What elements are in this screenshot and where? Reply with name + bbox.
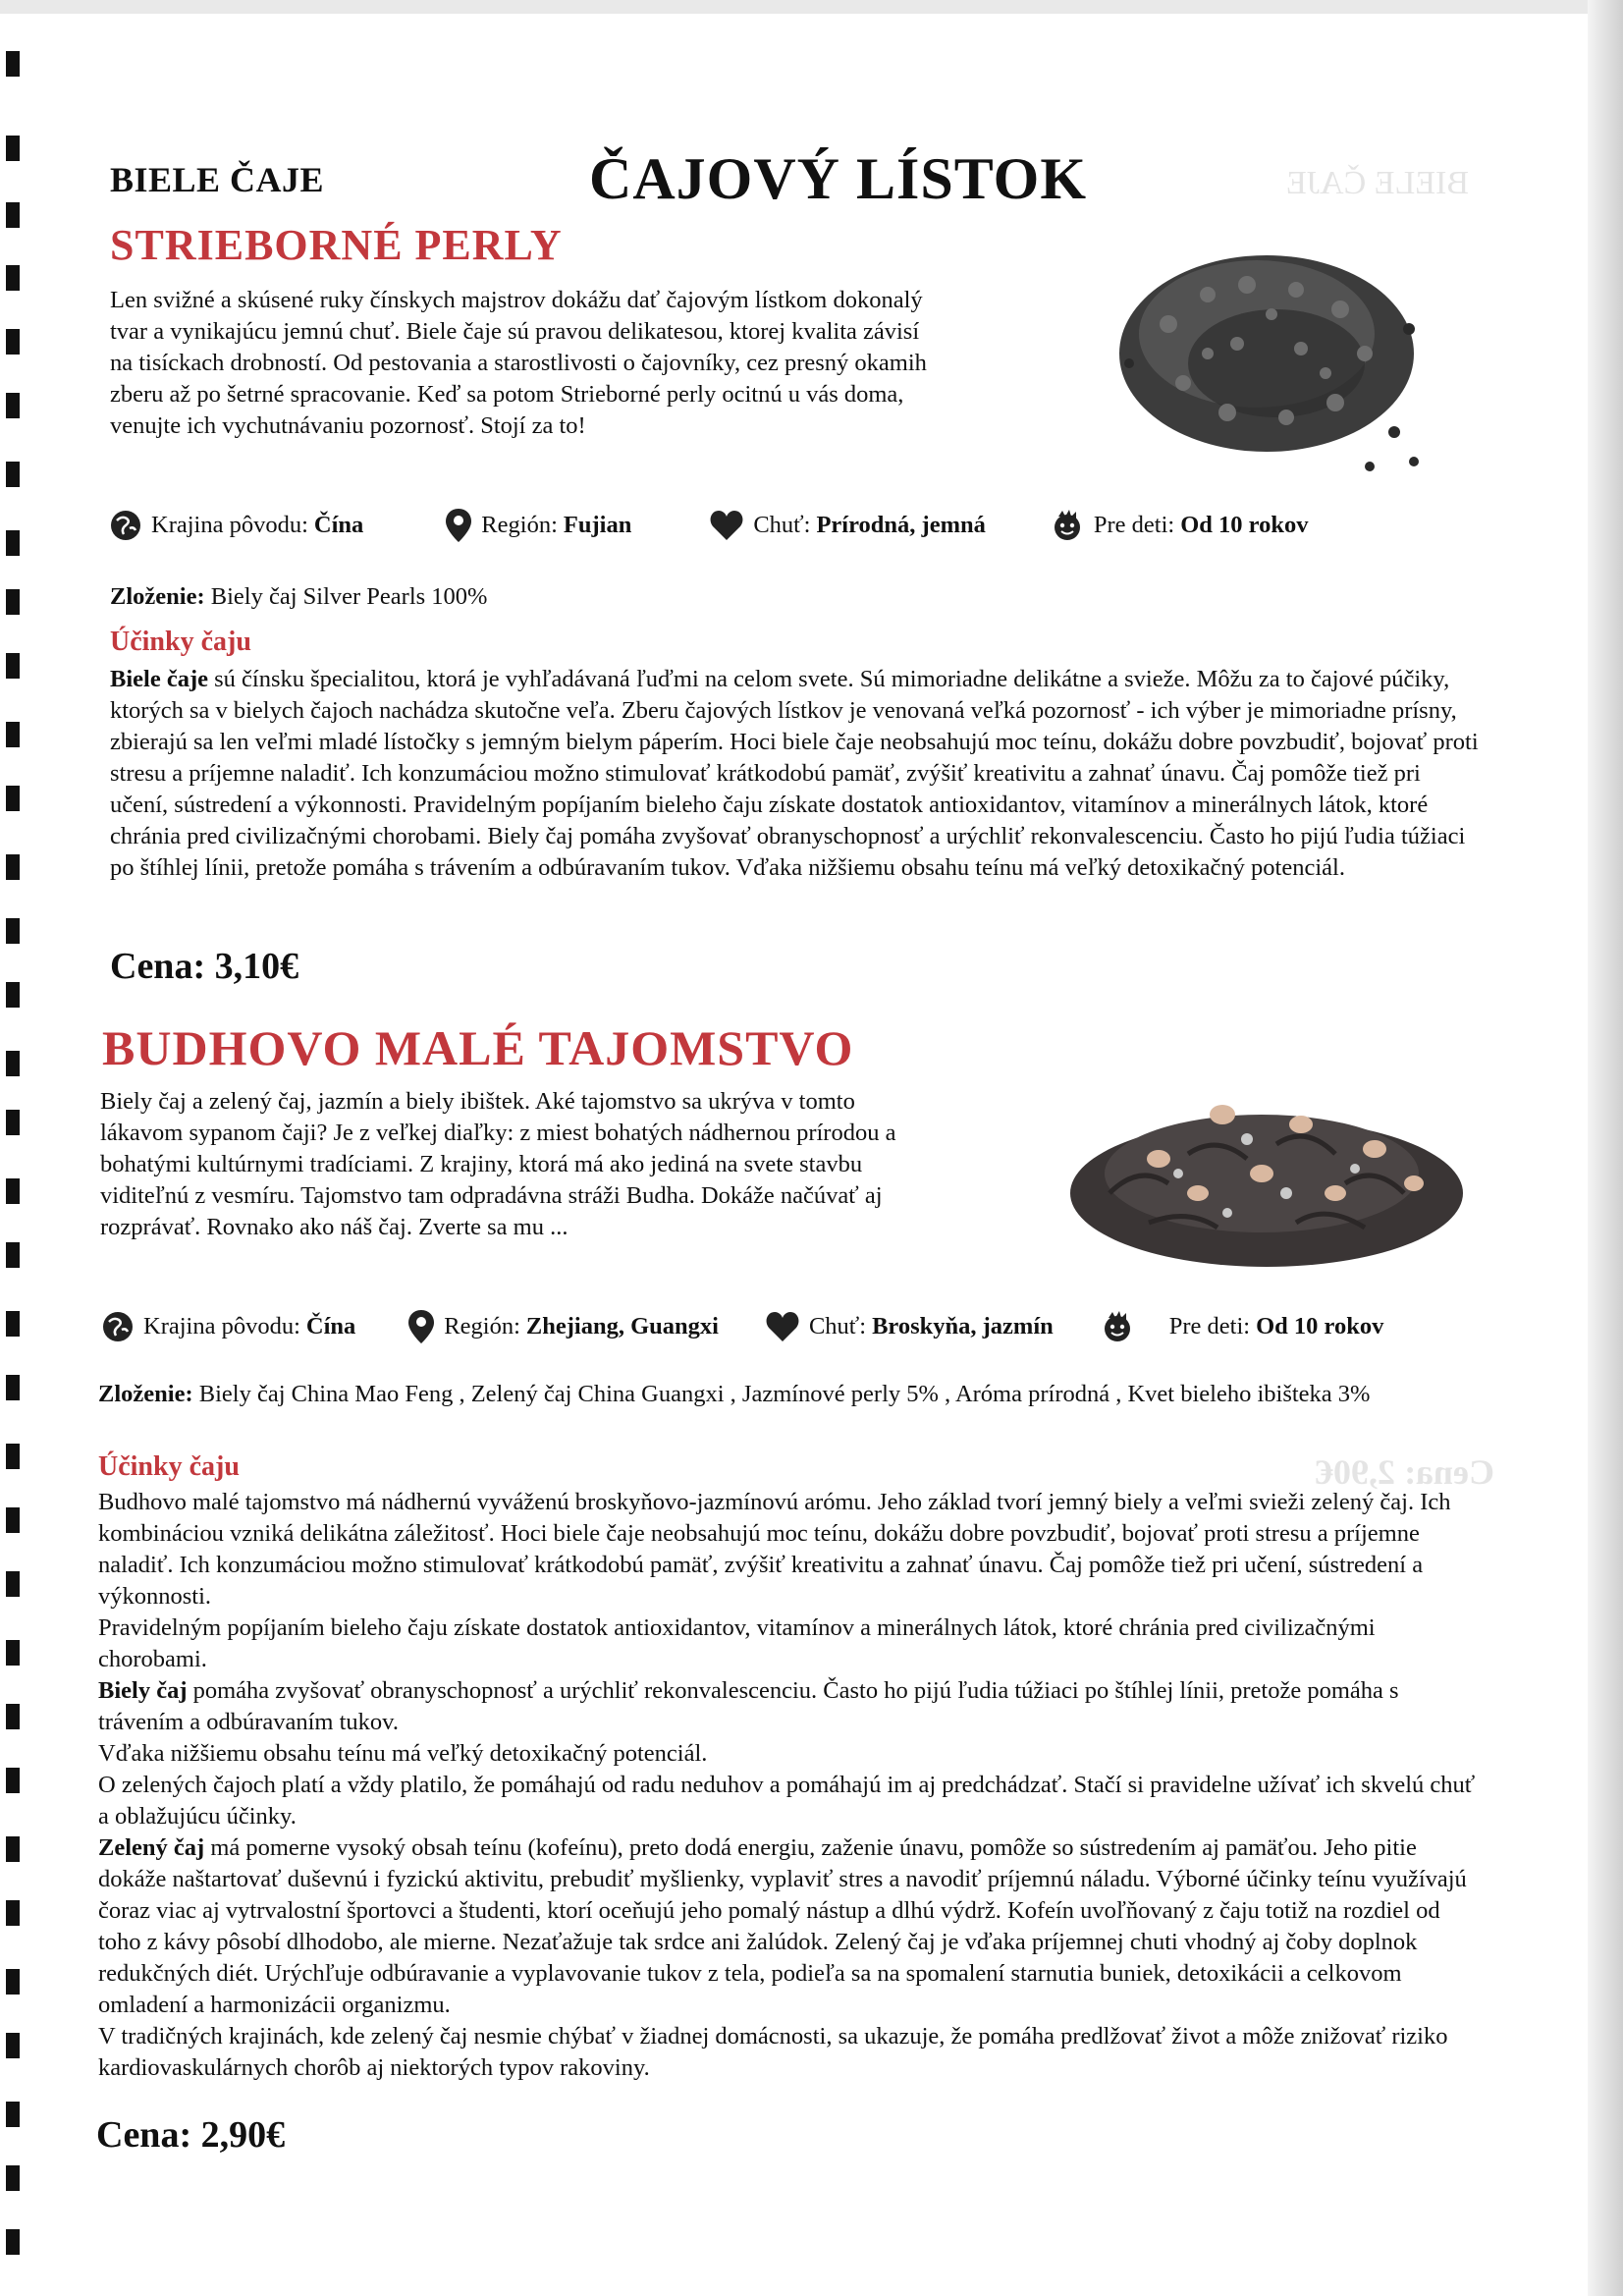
region-fact bbox=[446, 509, 631, 542]
taste-value: Prírodná, jemná bbox=[816, 512, 986, 538]
composition-value: Biely čaj China Mao Feng , Zelený čaj China Guangxi , Jazmínové perly 5% , Aróma prírodná , Kvet bieleho ibišteka 3% bbox=[198, 1381, 1371, 1407]
taste-fact bbox=[766, 1312, 1054, 1341]
child-face-icon bbox=[1051, 509, 1084, 542]
tea-title-strieborne-perly: STRIEBORNÉ PERLY bbox=[110, 221, 563, 269]
globe-icon bbox=[102, 1311, 134, 1342]
heart-icon bbox=[710, 511, 743, 540]
tea-image-silver-pearls bbox=[1090, 216, 1443, 481]
effects-p4: Vďaka nižšiemu obsahu teínu má veľký detoxikačný potenciál. bbox=[98, 1740, 708, 1767]
map-pin-icon bbox=[408, 1310, 434, 1343]
child-face-icon bbox=[1101, 1310, 1134, 1343]
region-value: Fujian bbox=[563, 512, 632, 538]
effects-p2: Pravidelným popíjaním bieleho čaju získate dostatok antioxidantov, vitamínov a minerálnych látok, ktoré chránia pred civilizačnými chorobami. bbox=[98, 1614, 1376, 1672]
composition-label: Zloženie: bbox=[110, 583, 205, 610]
show-through-price: Cena: 2,90€ bbox=[1316, 1452, 1494, 1492]
kids-label: Pre deti: bbox=[1168, 1313, 1251, 1339]
origin-value: Čína bbox=[305, 1313, 356, 1339]
tea-price: Cena: 2,90€ bbox=[96, 2114, 286, 2156]
region-fact bbox=[408, 1310, 719, 1343]
tea-intro: Len svižné a skúsené ruky čínskych majstrov dokážu dať čajovým lístkom dokonalý tvar a vynikajúcu jemnú chuť. Biele čaje sú pravou delikatesou, ktorej kvalita závisí na tisíckach drobností. Od pestovania a starostlivosti o čajovníky, cez presný okamih zberu až po šetrné spracovanie. Keď sa potom Strieborné perly ocitnú u vás doma, venujte ich vychutnávaniu pozornosť. Stojí za to! bbox=[110, 287, 927, 439]
page-title: ČAJOVÝ LÍSTOK bbox=[589, 146, 1088, 211]
effects-p7: V tradičných krajinách, kde zelený čaj nesmie chýbať v žiadnej domácnosti, sa ukazuje, že pomáha predlžovať život a môže znižovať riziko kardiovaskulárnych chorôb aj niektorých typov rakoviny. bbox=[98, 2023, 1448, 2081]
heart-icon bbox=[766, 1312, 799, 1341]
page-edge-top bbox=[0, 0, 1623, 14]
effects-heading: Účinky čaju bbox=[110, 627, 251, 657]
globe-icon bbox=[110, 510, 141, 541]
origin-fact bbox=[102, 1311, 355, 1342]
composition-value: Biely čaj Silver Pearls 100% bbox=[210, 583, 488, 610]
taste-label: Chuť: bbox=[808, 1313, 867, 1339]
tea-effects bbox=[110, 664, 1485, 884]
tea-effects bbox=[98, 1487, 1483, 2084]
show-through-section: BIELE ČAJE bbox=[1286, 165, 1470, 201]
tea-intro: Biely čaj a zelený čaj, jazmín a biely ibištek. Aké tajomstvo sa ukrýva v tomto lákavom sypanom čaji? Je z veľkej diaľky: z miest bohatých nádhernou prírodou a bohatými kultúrnymi tradíciami. Z krajiny, ktorá má ako jediná na svete stavbu viditeľnú z vesmíru. Tajomstvo tam odpradávna stráži Budha. Dokáže načúvať aj rozprávať. Rovnako ako náš čaj. Zverte sa mu ... bbox=[100, 1088, 896, 1240]
origin-label: Krajina pôvodu: bbox=[151, 512, 308, 538]
map-pin-icon bbox=[446, 509, 471, 542]
composition-label: Zloženie: bbox=[98, 1381, 193, 1407]
effects-text: sú čínsku špecialitou, ktorá je vyhľadávaná ľuďmi na celom svete. Sú mimoriadne delikátne a svieže. Môžu za to čajové púčiky, ktorých sa v bielych čajoch nachádza skutočne veľa. Zberu čajových lístkov je venovaná veľká pozornosť - ich výber je mimoriadne prísny, zbierajú sa len veľmi mladé lístočky s jemným bielym páperím. Hoci biele čaje neobsahujú moc teínu, dokážu dobre povzbudiť, bojovať proti stresu a príjemne naladiť. Ich konzumáciou možno stimulovať krátkodobú pamäť, zvýšiť kreativitu a zahnať únavu. Čaj pomôže tiež pri učení, sústredení a výkonnosti. Pravidelným popíjaním bieleho čaju získate dostatok antioxidantov, vitamínov a minerálnych látok, ktoré chránia pred civilizačnými chorobami. Biely čaj pomáha zvyšovať obranyschopnosť a urýchliť rekonvalescenciu. Často ho pijú ľudia túžiaci po štíhlej línii, pretože pomáha s trávením a odbúravaním tukov. Vďaka nižšiemu obsahu teínu má veľký detoxikačný potenciál. bbox=[110, 666, 1479, 881]
effects-bold-start: Biele čaje bbox=[110, 666, 208, 692]
tea-image-budha-blend bbox=[1051, 1046, 1483, 1282]
origin-label: Krajina pôvodu: bbox=[143, 1313, 300, 1339]
region-value: Zhejiang, Guangxi bbox=[525, 1313, 719, 1339]
page-edge-right bbox=[1588, 0, 1623, 2296]
effects-p5: O zelených čajoch platí a vždy platilo, že pomáhajú od radu neduhov a pomáhajú im aj predchádzať. Stačí si pravidelne užívať ich skvelú chuť a oblažujúcu účinky. bbox=[98, 1772, 1476, 1830]
origin-value: Čína bbox=[313, 512, 364, 538]
tea-composition bbox=[110, 581, 1524, 613]
effects-p3: Biely čaj pomáha zvyšovať obranyschopnosť a urýchliť rekonvalescenciu. Často ho pijú ľudia túžiaci po štíhlej línii, pretože pomáha s trávením a odbúravaním tukov. bbox=[98, 1677, 1399, 1735]
taste-value: Broskyňa, jazmín bbox=[872, 1313, 1054, 1339]
tea-price: Cena: 3,10€ bbox=[110, 946, 299, 987]
tea-facts bbox=[110, 509, 1524, 542]
origin-fact bbox=[110, 510, 363, 541]
effects-p6: Zelený čaj má pomerne vysoký obsah teínu (kofeínu), preto dodá energiu, zaženie únavu, pomôže so sústredením aj pamäťou. Jeho pitie dokáže naštartovať duševnú i fyzickú aktivitu, prebudiť myšlienky, vyplaviť stres a navodiť príjemnú náladu. Výborné účinky teínu využívajú čoraz viac aj vytrvalostní športovci a študenti, ktorí oceňujú jeho pomalý nástup a dlhú výdrž. Kofeín uvoľňovaný z čaju totiž na rozdiel od toho z kávy pôsobí dlhodobo, ale mierne. Nezaťažuje tak srdce ani žalúdok. Zelený čaj je vďaka príjemnej chuti vhodný aj čoby doplnok redukčných diét. Urýchľuje odbúravanie a vyplavovanie tukov z tela, podieľa sa na spomalení starnutia buniek, detoxikácii a celkovom omladení a harmonizácii organizmu. bbox=[98, 1834, 1467, 2018]
kids-value: Od 10 rokov bbox=[1180, 512, 1309, 538]
kids-value: Od 10 rokov bbox=[1256, 1313, 1384, 1339]
effects-p1: Budhovo malé tajomstvo má nádhernú vyváženú broskyňovo-jazmínovú arómu. Jeho základ tvorí jemný biely a veľmi svieži zelený čaj. Ich kombináciou vzniká delikátna záležitosť. Hoci biele čaje neobsahujú moc teínu, dokážu dobre povzbudiť, bojovať proti stresu a príjemne naladiť. Ich konzumáciou možno stimulovať krátkodobú pamäť, zvýšiť kreativitu a zahnať únavu. Čaj pomôže tiež pri učení, sústredení a výkonnosti. bbox=[98, 1489, 1451, 1610]
region-label: Región: bbox=[481, 512, 558, 538]
effects-heading: Účinky čaju bbox=[98, 1451, 240, 1482]
tea-facts bbox=[102, 1310, 1536, 1343]
taste-label: Chuť: bbox=[753, 512, 811, 538]
region-label: Región: bbox=[444, 1313, 520, 1339]
kids-label: Pre deti: bbox=[1093, 512, 1175, 538]
kids-fact bbox=[1101, 1310, 1384, 1343]
tea-title-budhovo-male-tajomstvo: BUDHOVO MALÉ TAJOMSTVO bbox=[102, 1020, 854, 1075]
section-label: BIELE ČAJE bbox=[110, 160, 325, 199]
tea-composition bbox=[98, 1379, 1502, 1410]
taste-fact bbox=[710, 511, 986, 540]
kids-fact bbox=[1051, 509, 1309, 542]
